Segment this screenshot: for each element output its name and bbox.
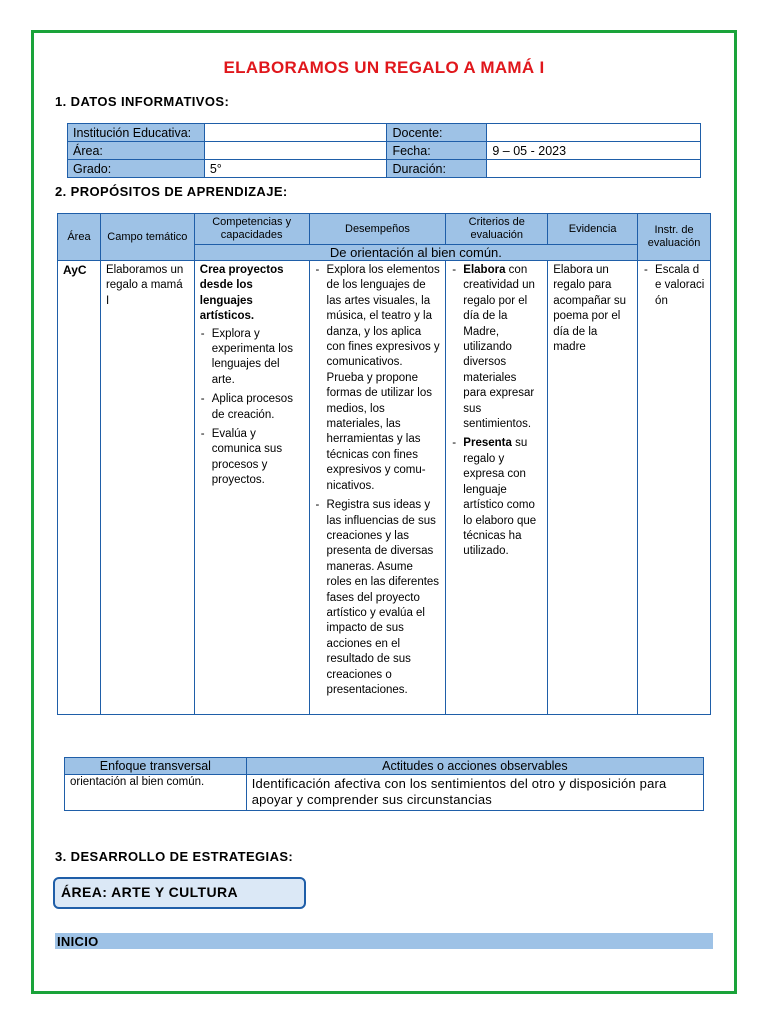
list-item: - Aplica procesos de creación. (200, 392, 304, 423)
cell-competencias (194, 261, 309, 715)
institucion-label: Institución Educativa: (68, 124, 205, 142)
table-row (65, 775, 704, 811)
area-box: ÁREA: ARTE Y CULTURA (53, 877, 306, 909)
docente-value (487, 124, 701, 142)
cell-instr (638, 261, 711, 715)
header-evidencia: Evidencia (548, 214, 638, 245)
fecha-value: 9 – 05 - 2023 (487, 142, 701, 160)
list-item (451, 436, 542, 559)
area-label: Área: (68, 142, 205, 160)
criterio-verb: Elabora (463, 264, 506, 276)
enfoque-table (64, 757, 704, 811)
duracion-label: Duración: (387, 160, 487, 178)
duracion-value (487, 160, 701, 178)
fecha-label: Fecha: (387, 142, 487, 160)
desempenos-list (315, 263, 441, 698)
list-item: - Explora y experimenta los lenguajes del arte. (200, 327, 304, 389)
table-row (68, 142, 701, 160)
list-item: - Evalúa y comunica sus procesos y proyectos. (200, 427, 304, 489)
table-row (68, 124, 701, 142)
header-actitudes: Actitudes o acciones observables (246, 758, 703, 775)
area-value (204, 142, 387, 160)
section-desarrollo-heading: 3. DESARROLLO DE ESTRATEGIAS: (55, 849, 294, 864)
instr-list (643, 263, 705, 309)
page-title: ELABORAMOS UN REGALO A MAMÁ I (223, 58, 545, 77)
section-propositos-heading: 2. PROPÓSITOS DE APRENDIZAJE: (55, 184, 288, 199)
table-row (68, 160, 701, 178)
header-competencias: Competencias y capacidades (194, 214, 309, 245)
docente-label: Docente: (387, 124, 487, 142)
cell-evidencia: Elabora un regalo para acompañar su poema por el día de la madre (548, 261, 638, 715)
section-datos-heading: 1. DATOS INFORMATIVOS: (55, 94, 230, 109)
cell-enfoque: orientación al bien común. (65, 775, 247, 811)
criterios-list (451, 263, 542, 560)
list-item: - Explora los elementos de los lenguajes de las artes visuales, la música, el teatro y la danza, y los aplica con fines expresivos y comunicativos. Prueba y propone formas de utilizar los medios, los materiales, las herramientas y las técnicas con fines expresivos y comu-nicativos. (315, 263, 441, 494)
criterio-text: su regalo y expresa con lenguaje artístico como lo elaboro que técnicas ha utilizado. (463, 437, 537, 558)
capacidades-list (200, 327, 304, 489)
datos-table (67, 123, 701, 178)
list-item: - Escala de valoración (643, 263, 705, 309)
grado-value: 5° (204, 160, 387, 178)
header-instr: Instr. de evaluación (638, 214, 711, 261)
header-campo: Campo temático (100, 214, 194, 261)
cell-criterios (446, 261, 548, 715)
inicio-bar: INICIO (55, 933, 713, 949)
header-criterios: Criterios de evaluación (446, 214, 548, 245)
cell-campo: Elaboramos un regalo a mamá I (100, 261, 194, 715)
cell-area: AyC (58, 261, 101, 715)
subheader-orientacion: De orientación al bien común. (194, 245, 637, 261)
criterio-verb: Presenta (463, 437, 512, 450)
list-item: - Registra sus ideas y las influencias de sus creaciones y las presenta de diversas maneras. Asume roles en las diferentes fases del proyecto artístico y evalúa el impacto de sus acciones en el resultado de sus creaciones o presentaciones. (315, 498, 441, 698)
cell-actitudes: Identificación afectiva con los sentimientos del otro y disposición para apoyar y comprender sus circunstancias (246, 775, 703, 811)
list-item (451, 263, 542, 432)
header-enfoque: Enfoque transversal (65, 758, 247, 775)
competencia-title: Crea proyectos desde los lenguajes artísticos. (199, 264, 284, 323)
table-header-row (58, 214, 711, 245)
cell-desempenos (309, 261, 446, 715)
table-row (58, 261, 711, 715)
header-area: Área (58, 214, 101, 261)
propositos-table (57, 213, 711, 715)
table-header-row (65, 758, 704, 775)
grado-label: Grado: (68, 160, 205, 178)
criterio-text: con creatividad un regalo por el día de la Madre, utilizando diversos materiales para expresar sus sentimientos. (463, 264, 535, 431)
header-desempenos: Desempeños (309, 214, 446, 245)
institucion-value (204, 124, 387, 142)
